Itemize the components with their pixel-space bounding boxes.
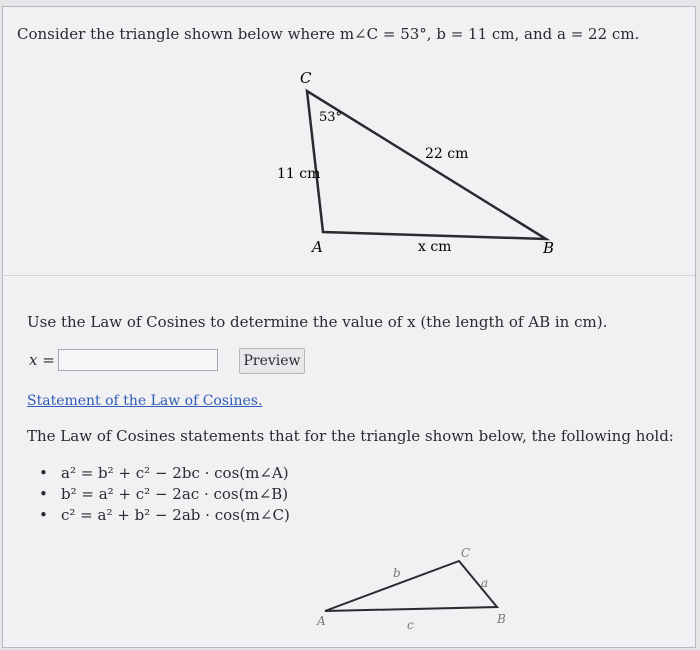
- ref-side-a-label: a: [481, 576, 489, 590]
- answer-label: x =: [29, 351, 55, 369]
- instruction-text: Use the Law of Cosines to determine the value of x (the length of AB in cm).: [27, 313, 608, 331]
- side-a-label: 22 cm: [425, 146, 469, 162]
- triangle-diagram: [263, 63, 583, 263]
- formula-item: • c² = a² + b² − 2ab · cos(m∠C): [39, 505, 290, 526]
- law-of-cosines-link[interactable]: Statement of the Law of Cosines.: [27, 393, 263, 409]
- ref-vertex-a-label: A: [317, 614, 326, 628]
- reference-triangle-shape: [325, 561, 497, 611]
- question-panel: [2, 6, 696, 648]
- ref-side-c-label: c: [407, 618, 414, 632]
- vertex-c-label: C: [300, 69, 312, 87]
- answer-input[interactable]: [58, 349, 218, 371]
- section-divider: [3, 275, 695, 276]
- law-statement-text: The Law of Cosines statements that for the triangle shown below, the following hold:: [27, 427, 674, 445]
- ref-vertex-c-label: C: [461, 546, 471, 560]
- side-b-label: 11 cm: [277, 166, 321, 182]
- ref-vertex-b-label: B: [497, 612, 506, 626]
- formula-list: [39, 463, 290, 526]
- angle-c-label: 53°: [319, 110, 343, 125]
- vertex-a-label: A: [312, 238, 323, 256]
- problem-statement: Consider the triangle shown below where m∠C = 53°, b = 11 cm, and a = 22 cm.: [17, 25, 640, 43]
- vertex-b-label: B: [543, 239, 555, 257]
- reference-triangle-diagram: [303, 543, 523, 635]
- preview-button[interactable]: Preview: [239, 348, 305, 374]
- formula-item: • a² = b² + c² − 2bc · cos(m∠A): [39, 463, 290, 484]
- side-c-label: x cm: [418, 239, 452, 255]
- triangle-shape: [307, 91, 546, 239]
- formula-item: • b² = a² + c² − 2ac · cos(m∠B): [39, 484, 290, 505]
- ref-side-b-label: b: [393, 566, 401, 580]
